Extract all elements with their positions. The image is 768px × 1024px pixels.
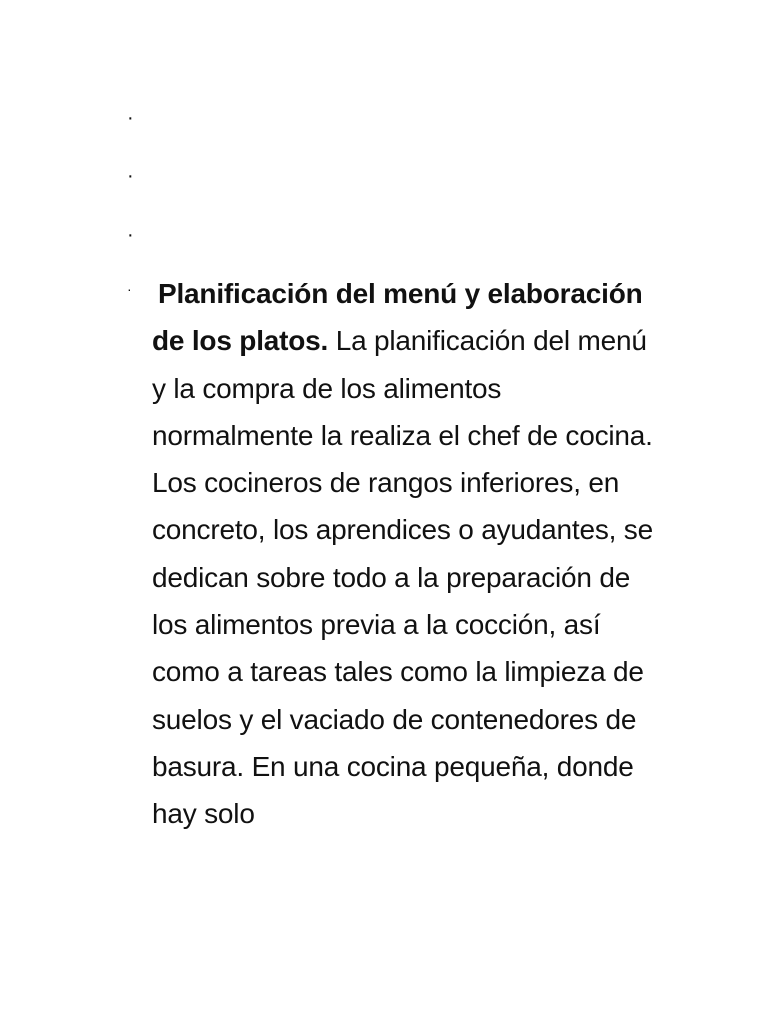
paragraph-body: La planificación del menú y la compra de los alimentos normalmente la realiza el chef de cocina. Los cocineros de rangos inferiores, en concreto, los aprendices o ayudantes, se dedican sobre todo a la preparación de los alimentos previa a la cocción, así como a tareas tales como la limpieza de suelos y el vaciado de contenedores de basura. En una cocina pequeña, donde hay solo	[152, 325, 653, 830]
bullet-mark: ·	[127, 281, 132, 297]
empty-bullet-3: ·	[127, 224, 134, 246]
paragraph-heading: Planificación del menú y elaboración de los platos.	[152, 278, 643, 357]
empty-bullet-2: ·	[127, 165, 134, 187]
paragraph	[152, 270, 667, 838]
empty-bullet-1: ·	[127, 107, 134, 129]
